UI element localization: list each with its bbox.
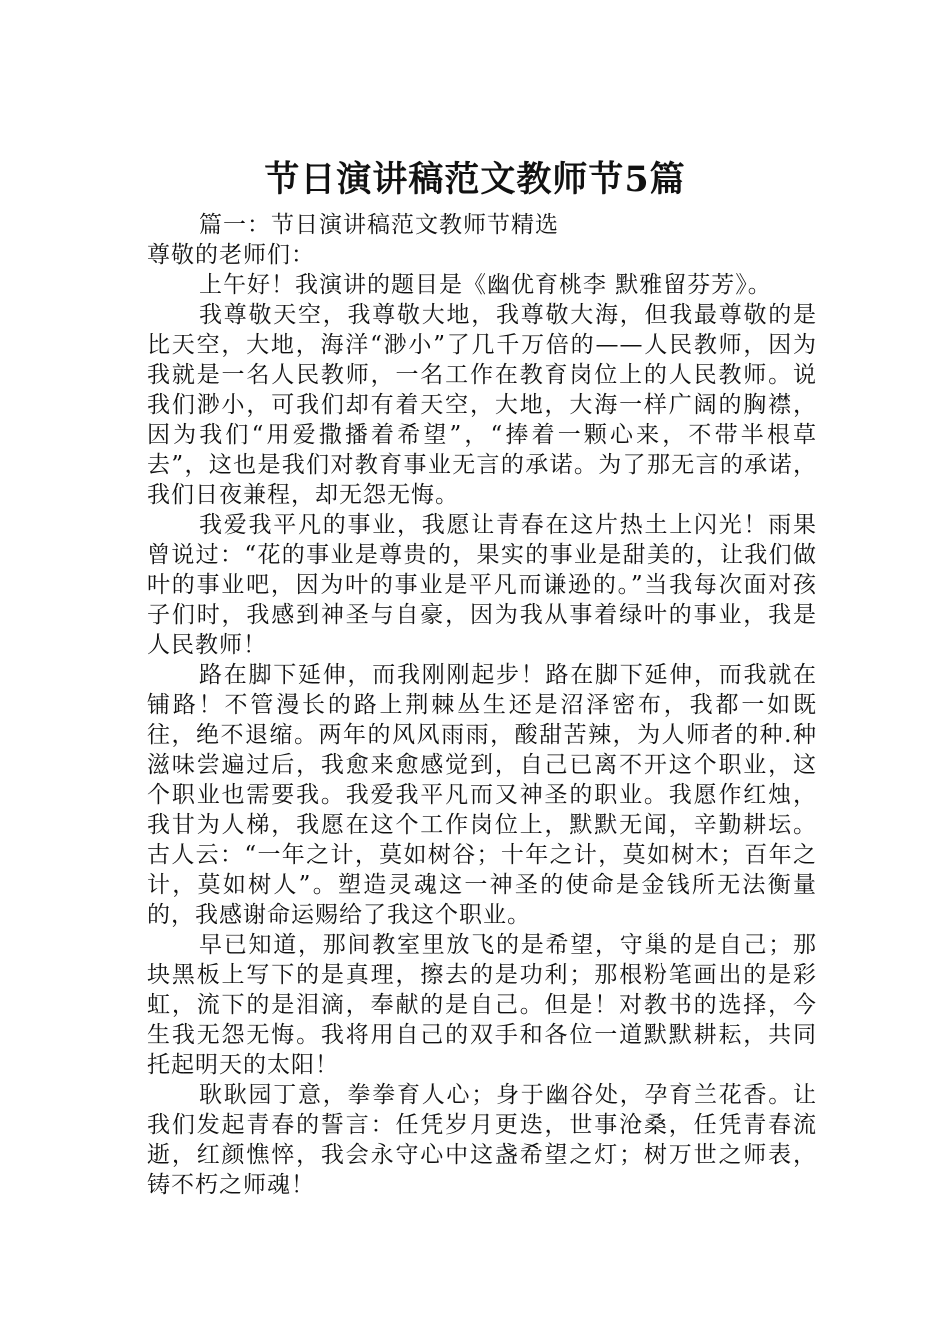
- paragraph-pledge: 耿耿园丁意，拳拳育人心；身于幽谷处，孕育兰花香。让我们发起青春的誓言：任凭岁月更迭，世事沧桑，任凭青春流逝，红颜憔悴，我会永守心中这盏希望之灯；树万世之师表，铸不朽之师魂！: [147, 1082, 817, 1198]
- paragraph-respect: 我尊敬天空，我尊敬大地，我尊敬大海，但我最尊敬的是比天空，大地，海洋“渺小”了几千万倍的——人民教师，因为我就是一名人民教师，一名工作在教育岗位上的人民教师。说我们渺小，可我们却有着天空，大地，大海一样广阔的胸襟，因为我们“用爱撒播着希望”，“捧着一颗心来，不带半根草去”，这也是我们对教育事业无言的承诺。为了那无言的承诺，我们日夜兼程，却无怨无悔。: [147, 302, 817, 508]
- paragraph-road: 路在脚下延伸，而我刚刚起步！路在脚下延伸，而我就在铺路！不管漫长的路上荆棘丛生还是沼泽密布，我都一如既往，绝不退缩。两年的风风雨雨，酸甜苦辣，为人师者的种.种滋味尝遍过后，我愈来愈感觉到，自己已离不开这个职业，这个职业也需要我。我爱我平凡而又神圣的职业。我愿作红烛，我甘为人梯，我愿在这个工作岗位上，默默无闻，辛勤耕坛。古人云：“一年之计，莫如树谷；十年之计，莫如树木；百年之计，莫如树人”。塑造灵魂这一神圣的使命是金钱所无法衡量的，我感谢命运赐给了我这个职业。: [147, 662, 817, 928]
- paragraph-classroom: 早已知道，那间教室里放飞的是希望，守巢的是自己；那块黑板上写下的是真理，擦去的是功利；那根粉笔画出的是彩虹，流下的是泪滴，奉献的是自己。但是！对教书的选择，今生我无怨无悔。我将用自己的双手和各位一道默默耕耘，共同托起明天的太阳！: [147, 932, 817, 1078]
- section-heading: 篇一：节日演讲稿范文教师节精选: [199, 212, 559, 238]
- paragraph-greeting: 上午好！我演讲的题目是《幽优育桃李 默雅留芬芳》。: [199, 272, 772, 298]
- paragraph-career: 我爱我平凡的事业，我愿让青春在这片热土上闪光！雨果曾说过：“花的事业是尊贵的，果实的事业是甜美的，让我们做叶的事业吧，因为叶的事业是平凡而谦逊的。”当我每次面对孩子们时，我感到神圣与自豪，因为我从事着绿叶的事业，我是人民教师！: [147, 512, 817, 658]
- salutation: 尊敬的老师们：: [147, 242, 315, 268]
- document-title: 节日演讲稿范文教师节5篇: [264, 159, 686, 201]
- document-body: [147, 210, 817, 1200]
